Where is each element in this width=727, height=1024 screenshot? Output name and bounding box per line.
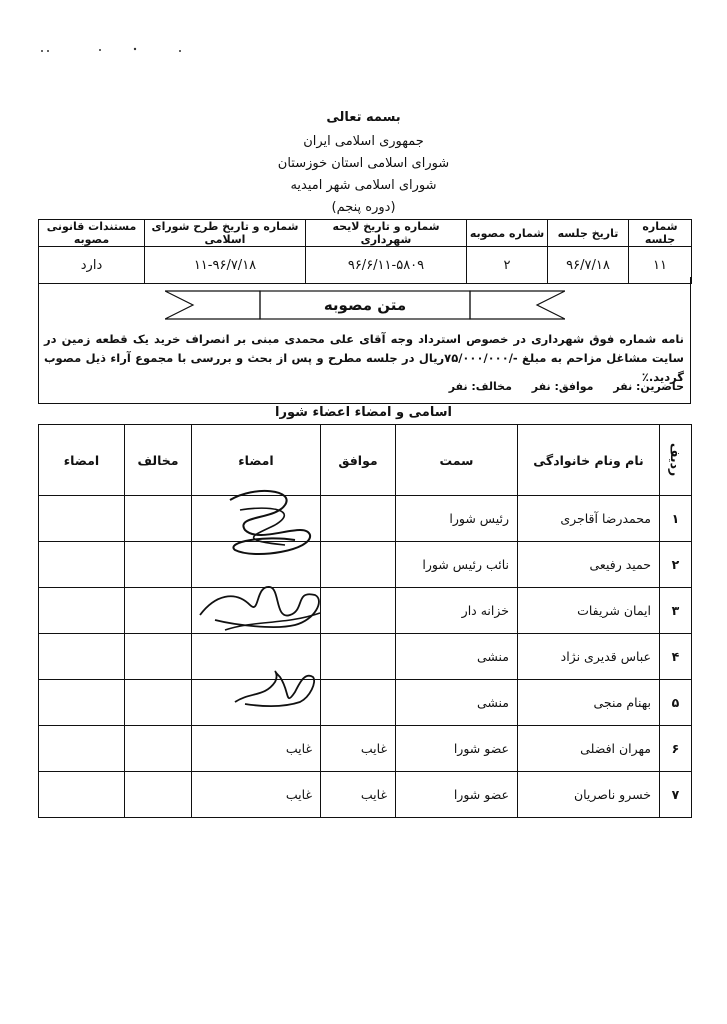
member-signature-2	[39, 496, 125, 542]
signature-scribble-1	[215, 480, 325, 565]
session-date-value: ۹۶/۷/۱۸	[548, 247, 629, 284]
member-signature-2	[39, 680, 125, 726]
header-country: جمهوری اسلامی ایران	[303, 134, 424, 149]
member-signature: غایب	[192, 726, 321, 772]
present-count: حاضرین: نفر	[613, 380, 684, 393]
member-agree	[321, 542, 396, 588]
member-oppose	[125, 496, 192, 542]
bismillah-line: بسمه تعالی	[326, 110, 401, 125]
resolution-banner	[165, 290, 565, 320]
row-number: ۷	[660, 772, 692, 818]
row-number: ۴	[660, 634, 692, 680]
member-signature-2	[39, 634, 125, 680]
col-legal-basis: مستندات قانونی مصوبه	[39, 220, 145, 247]
col-role: سمت	[396, 425, 518, 496]
member-role: عضو شورا	[396, 726, 518, 772]
member-role: نائب رئیس شورا	[396, 542, 518, 588]
col-session-date: تاریخ جلسه	[548, 220, 629, 247]
legal-basis-value: دارد	[39, 247, 145, 284]
member-name: ایمان شریفات	[518, 588, 660, 634]
member-oppose	[125, 680, 192, 726]
member-role: عضو شورا	[396, 772, 518, 818]
col-resolution-number: شماره مصوبه	[467, 220, 548, 247]
row-number: ۵	[660, 680, 692, 726]
col-municipal-bill: شماره و تاریخ لایحه شهرداری	[306, 220, 467, 247]
row-number: ۲	[660, 542, 692, 588]
member-oppose	[125, 772, 192, 818]
header-city-council: شورای اسلامی شهر امیدیه	[290, 178, 437, 193]
member-role: رئیس شورا	[396, 496, 518, 542]
vote-counts	[44, 380, 684, 393]
member-agree	[321, 634, 396, 680]
member-name: مهران افضلی	[518, 726, 660, 772]
member-signature-2	[39, 542, 125, 588]
col-signature: امضاء	[192, 425, 321, 496]
members-section-title: اسامی و امضاء اعضاء شورا	[275, 405, 452, 420]
table-row	[39, 772, 692, 818]
signature-scribble-2	[195, 575, 330, 635]
col-row: ردیف	[660, 425, 692, 496]
oppose-count: مخالف: نفر	[448, 380, 512, 393]
member-agree: غایب	[321, 772, 396, 818]
member-agree: غایب	[321, 726, 396, 772]
member-signature-2	[39, 772, 125, 818]
table-row	[39, 496, 692, 542]
row-number: ۱	[660, 496, 692, 542]
member-signature: غایب	[192, 772, 321, 818]
table-row	[39, 726, 692, 772]
col-council-plan: شماره و تاریخ طرح شورای اسلامی	[145, 220, 306, 247]
member-role: منشی	[396, 634, 518, 680]
members-table	[38, 424, 692, 818]
member-oppose	[125, 542, 192, 588]
member-name: بهنام منجی	[518, 680, 660, 726]
member-oppose	[125, 634, 192, 680]
row-number: ۶	[660, 726, 692, 772]
member-signature-2	[39, 588, 125, 634]
col-agree: موافق	[321, 425, 396, 496]
member-agree	[321, 496, 396, 542]
member-role: منشی	[396, 680, 518, 726]
resolution-number-value: ۲	[467, 247, 548, 284]
table-row	[39, 680, 692, 726]
col-name: نام ونام خانوادگی	[518, 425, 660, 496]
scan-speckles	[40, 40, 200, 48]
header-term: (دوره پنجم)	[331, 200, 396, 215]
header-province-council: شورای اسلامی استان خوزستان	[277, 156, 450, 171]
table-row	[39, 634, 692, 680]
member-agree	[321, 680, 396, 726]
council-plan-value: ۱۱-۹۶/۷/۱۸	[145, 247, 306, 284]
resolution-title: متن مصوبه	[323, 296, 407, 314]
member-role: خزانه دار	[396, 588, 518, 634]
member-name: حمید رفیعی	[518, 542, 660, 588]
col-signature-2: امضاء	[39, 425, 125, 496]
table-row	[39, 542, 692, 588]
member-oppose	[125, 588, 192, 634]
resolution-text: نامه شماره فوق شهرداری در خصوص استرداد وجه آقای علی محمدی مبنی بر انصراف خرید یک قطعه زمین در سایت مشاغل مزاحم به مبلغ -/۷۵/۰۰۰/۰۰۰ریال در جلسه مطرح و پس از بحث و بررسی با مجموع آراء ذیل مصوب گردید.٪	[44, 332, 684, 384]
member-name: محمدرضا آقاجری	[518, 496, 660, 542]
agree-count: موافق: نفر	[531, 380, 594, 393]
signature-scribble-3	[225, 662, 325, 712]
member-agree	[321, 588, 396, 634]
member-signature-2	[39, 726, 125, 772]
member-oppose	[125, 726, 192, 772]
col-session-number: شماره جلسه	[629, 220, 692, 247]
member-name: عباس قدیری نژاد	[518, 634, 660, 680]
row-number: ۳	[660, 588, 692, 634]
session-info-table	[38, 219, 692, 284]
member-name: خسرو ناصریان	[518, 772, 660, 818]
municipal-bill-value: ۹۶/۶/۱۱-۵۸۰۹	[306, 247, 467, 284]
session-number-value: ۱۱	[629, 247, 692, 284]
col-oppose: مخالف	[125, 425, 192, 496]
table-row	[39, 588, 692, 634]
